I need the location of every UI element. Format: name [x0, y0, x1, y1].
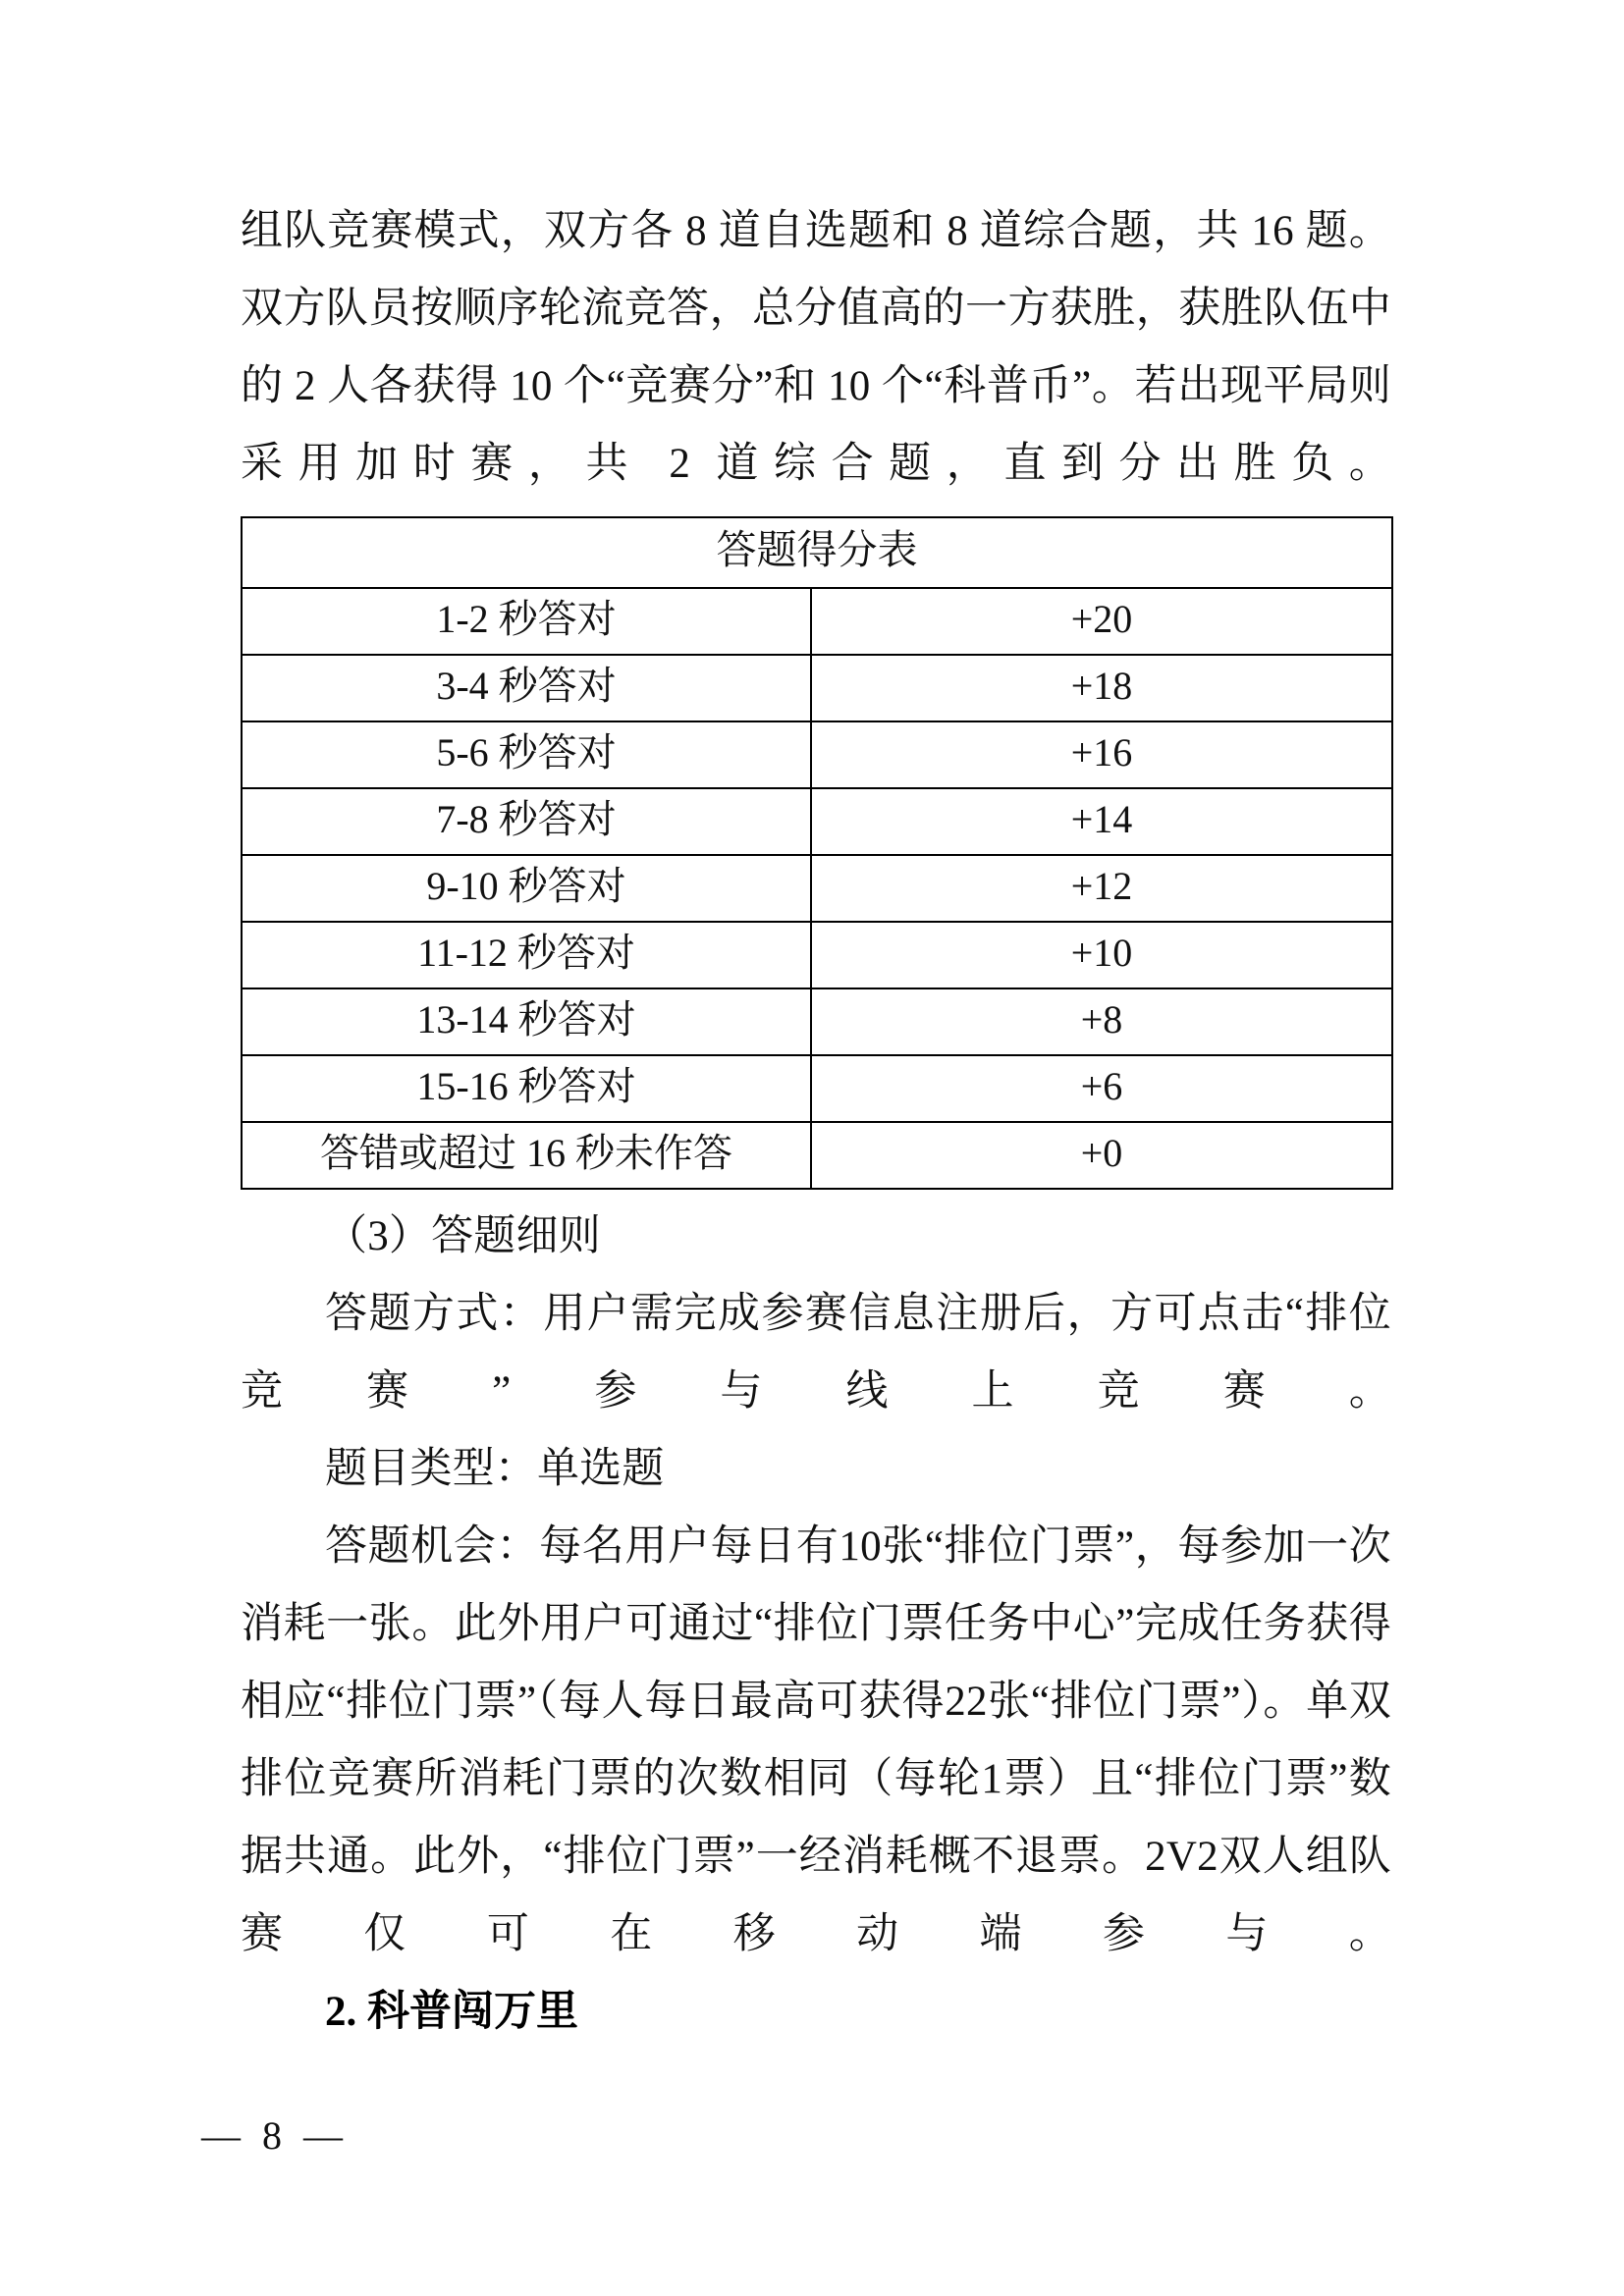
score-table-title: 答题得分表 — [242, 517, 1392, 588]
table-row — [242, 588, 1392, 655]
table-row — [242, 988, 1392, 1055]
table-cell-condition: 3-4 秒答对 — [242, 655, 811, 721]
table-cell-condition: 11-12 秒答对 — [242, 922, 811, 988]
table-row — [242, 1055, 1392, 1122]
table-cell-score: +14 — [811, 788, 1392, 855]
table-cell-score: +0 — [811, 1122, 1392, 1189]
paragraph-answer-chances: 答题机会：每名用户每日有10张“排位门票”，每参加一次消耗一张。此外用户可通过“排位门票任务中心”完成任务获得相应“排位门票”（每人每日最高可获得22张“排位门票”）。单双排位竞赛所消耗门票的次数相同（每轮1票）且“排位门票”数据共通。此外，“排位门票”一经消耗概不退票。2V2双人组队赛仅可在移动端参与。 — [241, 1523, 1391, 1957]
table-cell-score: +18 — [811, 655, 1392, 721]
section-2-heading: 2. 科普闯万里 — [325, 1989, 578, 2035]
table-cell-condition: 13-14 秒答对 — [242, 988, 811, 1055]
score-table-body — [242, 588, 1392, 1189]
page-content — [241, 192, 1391, 2051]
table-cell-condition: 15-16 秒答对 — [242, 1055, 811, 1122]
table-cell-score: +10 — [811, 922, 1392, 988]
table-cell-score: +8 — [811, 988, 1392, 1055]
table-row — [242, 788, 1392, 855]
table-cell-score: +6 — [811, 1055, 1392, 1122]
paragraph-answer-method: 答题方式：用户需完成参赛信息注册后，方可点击“排位竞赛”参与线上竞赛。 — [241, 1291, 1391, 1415]
table-cell-condition: 9-10 秒答对 — [242, 855, 811, 922]
table-cell-score: +12 — [811, 855, 1392, 922]
paragraph-question-type: 题目类型：单选题 — [325, 1446, 665, 1492]
table-cell-condition: 答错或超过 16 秒未作答 — [242, 1122, 811, 1189]
spacer — [241, 1190, 1391, 1198]
table-row — [242, 1122, 1392, 1189]
table-cell-score: +20 — [811, 588, 1392, 655]
table-cell-condition: 7-8 秒答对 — [242, 788, 811, 855]
table-cell-condition: 5-6 秒答对 — [242, 721, 811, 788]
page-number: — 8 — — [201, 2113, 349, 2158]
score-table — [241, 516, 1393, 1190]
table-cell-condition: 1-2 秒答对 — [242, 588, 811, 655]
table-row — [242, 855, 1392, 922]
table-cell-score: +16 — [811, 721, 1392, 788]
paragraph-team-competition-mode: 组队竞赛模式，双方各 8 道自选题和 8 道综合题，共 16 题。双方队员按顺序轮流竞答，总分值高的一方获胜，获胜队伍中的 2 人各获得 10 个“竞赛分”和 10 个“科普币”。若出现平局则采用加时赛，共 2 道综合题，直到分出胜负。 — [241, 208, 1391, 487]
table-row — [242, 655, 1392, 721]
section-3-title: （3）答题细则 — [325, 1213, 601, 1259]
table-header-row — [242, 517, 1392, 588]
table-row — [242, 721, 1392, 788]
table-row — [242, 922, 1392, 988]
